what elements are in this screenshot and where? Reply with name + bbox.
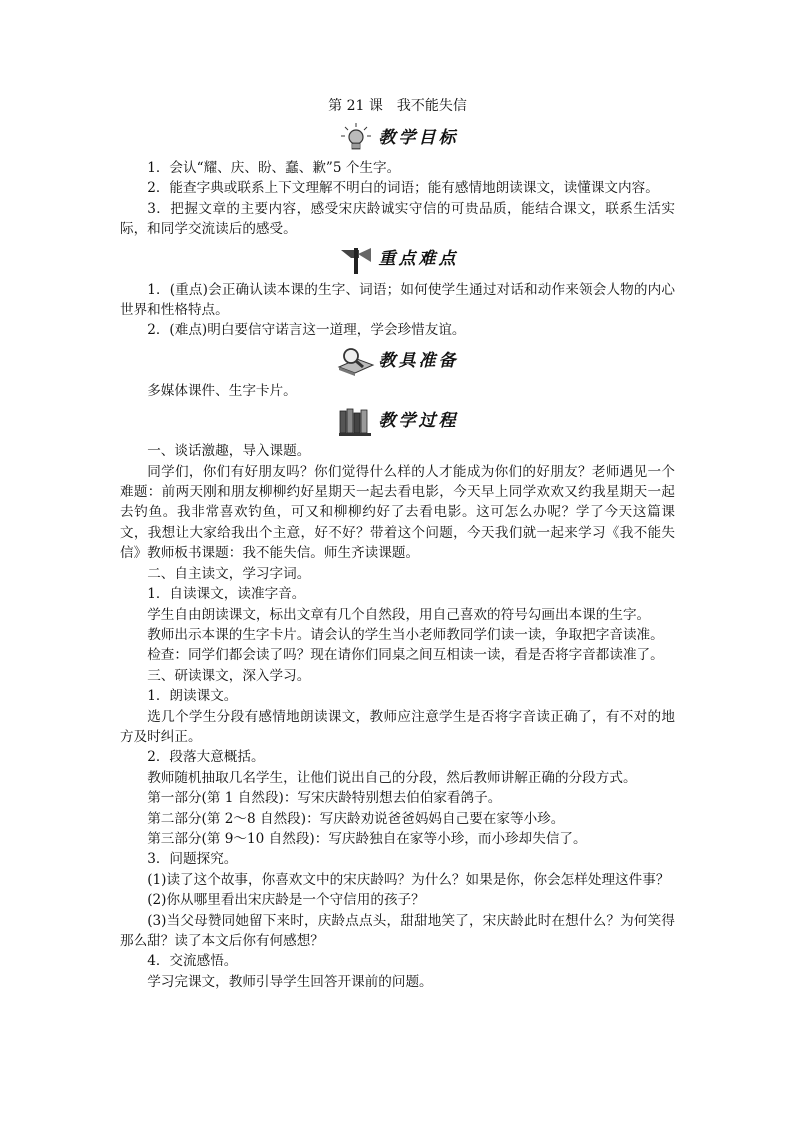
list-item: (3)当父母赞同她留下来时，庆龄点点头，甜甜地笑了，宋庆龄此时在想什么？为何笑得那么甜？读了本文后你有何感想？: [120, 912, 675, 949]
list-item: 多媒体课件、生字卡片。: [147, 382, 297, 399]
list-item: (1)读了这个故事，你喜欢文中的宋庆龄吗？为什么？如果是你，你会怎样处理这件事？: [147, 871, 670, 888]
list-item: 检查：同学们都会读了吗？现在请你们同桌之间互相读一读，看是否将字音都读准了。: [147, 647, 664, 664]
section-heading-label: 重点难点: [378, 249, 459, 270]
magnifier-book-icon: [337, 345, 375, 377]
list-item: 一、谈话激趣，导入课题。: [147, 443, 311, 460]
list-item: 第一部分(第 1 自然段)：写宋庆龄特别想去伯伯家看鸽子。: [147, 790, 502, 807]
list-item: 1．会认“耀、庆、盼、蠢、歉”5 个生字。: [147, 160, 401, 176]
section-heading-label: 教具准备: [378, 350, 459, 371]
books-icon: [337, 405, 375, 437]
list-item: 3．问题探究。: [147, 851, 238, 868]
list-item: 第三部分(第 9～10 自然段)：写庆龄独自在家等小珍，而小珍却失信了。: [147, 830, 587, 847]
section-heading-label: 教学目标: [378, 127, 459, 148]
list-item: 三、研读课文，深入学习。: [147, 667, 311, 684]
goals-list: [120, 158, 675, 240]
list-item: 2．(难点)明白要信守诺言这一道理，学会珍惜友谊。: [147, 322, 466, 339]
lesson-page: [120, 96, 675, 992]
list-item: 4．交流感悟。: [147, 953, 238, 970]
section-heading-label: 教学过程: [378, 411, 459, 432]
list-item: 学习完课文，教师引导学生回答开课前的问题。: [147, 973, 433, 990]
list-item: 2．段落大意概括。: [147, 749, 265, 766]
keypoints-list: [120, 280, 675, 341]
list-item: 教师随机抽取几名学生，让他们说出自己的分段，然后教师讲解正确的分段方式。: [147, 769, 637, 786]
section-heading-materials: [120, 343, 675, 379]
list-item: 第二部分(第 2～8 自然段)：写庆龄劝说爸爸妈妈自己要在家等小珍。: [147, 810, 565, 827]
lightbulb-icon: [337, 122, 375, 154]
list-item: 同学们，你们有好朋友吗？你们觉得什么样的人才能成为你们的好朋友？老师遇见一个难题：前两天刚和朋友柳柳约好星期天一起去看电影，今天早上同学欢欢又约我星期天一起去钓鱼。我非常喜欢钓鱼，可又和柳柳约好了去看电影。这可怎么办呢？学了今天这篇课文，我想让大家给我出个主意，好不好？带着这个问题，今天我们就一起来学习《我不能失信》教师板书课题：我不能失信。师生齐读课题。: [120, 463, 675, 562]
list-item: 学生自由朗读课文，标出文章有几个自然段，用自己喜欢的符号勾画出本课的生字。: [147, 606, 651, 623]
list-item: 二、自主读文，学习字词。: [147, 565, 311, 582]
process-list: [120, 441, 675, 992]
list-item: 教师出示本课的生字卡片。请会认的学生当小老师教同学们读一读，争取把字音读准。: [147, 626, 664, 643]
list-item: 1．朗读课文。: [147, 688, 238, 705]
list-item: 选几个学生分段有感情地朗读课文，教师应注意学生是否将字音读正确了，有不对的地方及时纠正。: [120, 708, 675, 745]
section-heading-keypoints: [120, 242, 675, 278]
section-heading-goals: [120, 120, 675, 156]
list-item: 1．自读课文，读准字音。: [147, 586, 306, 603]
axe-icon: [337, 244, 375, 276]
page-title: 第 21 课 我不能失信: [328, 98, 467, 114]
list-item: 2．能查字典或联系上下文理解不明白的词语；能有感情地朗读课文，读懂课文内容。: [147, 180, 659, 197]
section-heading-process: [120, 403, 675, 439]
list-item: (2)你从哪里看出宋庆龄是一个守信用的孩子？: [147, 892, 425, 909]
materials-list: [120, 381, 675, 401]
list-item: 3．把握文章的主要内容，感受宋庆龄诚实守信的可贵品质，能结合课文，联系生活实际，和同学交流读后的感受。: [120, 200, 675, 238]
list-item: 1．(重点)会正确认读本课的生字、词语；如何使学生通过对话和动作来领会人物的内心世界和性格特点。: [120, 281, 675, 319]
